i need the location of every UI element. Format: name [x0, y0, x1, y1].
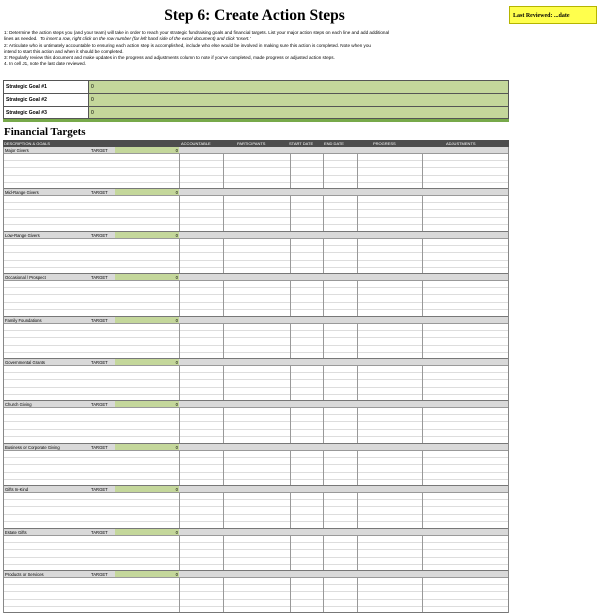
- target-value-cell[interactable]: 0: [115, 147, 179, 153]
- instruction-line: 1: Determine the action steps you (and your team) will take in order to reach your strategic fundraising goals and financial targets. List your major action steps on each line and add additional: [4, 30, 390, 35]
- column-divider: [357, 239, 358, 274]
- column-divider: [422, 578, 423, 613]
- section-name: Low-Range Givers: [5, 232, 40, 238]
- target-value-cell[interactable]: 0: [115, 401, 179, 407]
- target-value-cell[interactable]: 0: [115, 571, 179, 577]
- column-divider: [323, 324, 324, 359]
- strategic-goal-label: Strategic Goal #2: [4, 94, 89, 106]
- column-divider: [323, 536, 324, 571]
- column-divider: [357, 324, 358, 359]
- action-step-rows[interactable]: [4, 324, 508, 359]
- column-divider: [290, 451, 291, 486]
- column-divider: [290, 578, 291, 613]
- section-name: Occasional / Prospect: [5, 275, 46, 281]
- target-section: [3, 529, 509, 571]
- action-step-rows[interactable]: [4, 451, 508, 486]
- column-divider: [290, 154, 291, 189]
- column-divider: [290, 536, 291, 571]
- column-divider: [223, 196, 224, 231]
- column-header-row: [3, 140, 509, 147]
- section-name: Mid-Range Givers: [5, 190, 39, 196]
- section-name: Gifts In-Kind: [5, 487, 29, 493]
- strategic-goal-value[interactable]: 0: [89, 81, 508, 93]
- column-divider: [357, 281, 358, 316]
- section-header: [4, 529, 508, 536]
- column-divider: [223, 536, 224, 571]
- target-section: [3, 444, 509, 486]
- column-divider: [223, 451, 224, 486]
- column-divider: [179, 536, 180, 571]
- column-divider: [290, 281, 291, 316]
- column-divider: [357, 493, 358, 528]
- column-divider: [223, 366, 224, 401]
- strategic-goal-row: [3, 80, 509, 93]
- target-value-cell[interactable]: 0: [115, 444, 179, 450]
- column-divider: [323, 239, 324, 274]
- target-section: [3, 232, 509, 274]
- strategic-goal-label: Strategic Goal #1: [4, 81, 89, 93]
- instruction-line: 2: Articulate who is untimately accountable to ensuring each action step is accomplished, include who else would be involved in making sure this action is completed. Note when you: [4, 42, 371, 48]
- column-divider: [357, 578, 358, 613]
- target-label: TARGET: [91, 487, 108, 493]
- column-divider: [223, 239, 224, 274]
- column-divider: [179, 154, 180, 189]
- last-reviewed-cell[interactable]: Last Reviewed: ...date: [509, 6, 597, 24]
- column-divider: [323, 281, 324, 316]
- column-divider: [357, 366, 358, 401]
- target-value-cell[interactable]: 0: [115, 189, 179, 195]
- column-divider: [223, 154, 224, 189]
- strategic-goal-row: [3, 106, 509, 119]
- target-value-cell[interactable]: 0: [115, 529, 179, 535]
- instructions: [4, 30, 508, 68]
- target-label: TARGET: [91, 148, 108, 153]
- column-header-adjustments: ADJUSTMENTS: [446, 141, 476, 146]
- section-name: Products or Services: [5, 571, 44, 577]
- instruction-text: lines as needed.: [4, 36, 38, 42]
- section-name: Governmental Grants: [5, 359, 46, 365]
- target-label: TARGET: [91, 402, 108, 408]
- instruction-line: 4. In cell J1, note the last date reviewed.: [4, 61, 86, 67]
- column-divider: [357, 536, 358, 571]
- financial-targets-grid: [3, 147, 509, 613]
- page-title: Step 6: Create Action Steps: [164, 7, 345, 24]
- strategic-goals-table: [3, 80, 509, 119]
- target-label: TARGET: [91, 529, 108, 535]
- column-header-progress: PROGRESS: [373, 141, 396, 146]
- action-step-rows[interactable]: [4, 366, 508, 401]
- column-divider: [223, 324, 224, 359]
- section-header: [4, 486, 508, 493]
- column-divider: [323, 493, 324, 528]
- section-name: Church Giving: [5, 402, 32, 408]
- target-section: [3, 274, 509, 316]
- section-name: Major Givers: [5, 148, 29, 153]
- section-header: [4, 359, 508, 366]
- column-divider: [179, 493, 180, 528]
- target-label: TARGET: [91, 359, 108, 365]
- target-value-cell[interactable]: 0: [115, 359, 179, 365]
- strategic-goal-value[interactable]: 0: [89, 107, 508, 118]
- section-header: [4, 317, 508, 324]
- column-divider: [357, 154, 358, 189]
- section-header: [4, 571, 508, 578]
- column-divider: [422, 451, 423, 486]
- column-divider: [422, 408, 423, 443]
- section-header: [4, 189, 508, 196]
- target-section: [3, 401, 509, 443]
- strategic-goal-row: [3, 93, 509, 106]
- column-divider: [179, 366, 180, 401]
- column-divider: [179, 239, 180, 274]
- target-section: [3, 359, 509, 401]
- column-divider: [323, 196, 324, 231]
- column-divider: [422, 154, 423, 189]
- section-header: [4, 147, 508, 154]
- instruction-line: intend to start this action and when it should be completed.: [4, 48, 124, 54]
- column-divider: [323, 408, 324, 443]
- instruction-line: 3: Regularly review this document and make updates in the progress and adjustments column to note if you've completed, made progress or adjusted action steps.: [4, 55, 335, 61]
- column-divider: [290, 493, 291, 528]
- target-label: TARGET: [91, 444, 108, 450]
- column-divider: [357, 408, 358, 443]
- column-header-participants: PARTICIPANTS: [237, 141, 266, 146]
- column-divider: [290, 324, 291, 359]
- column-header-description: DESCRIPTION & GOALS: [4, 141, 51, 146]
- column-divider: [290, 408, 291, 443]
- column-divider: [323, 578, 324, 613]
- target-label: TARGET: [91, 190, 108, 196]
- target-value-cell[interactable]: 0: [115, 317, 179, 323]
- target-section: [3, 571, 509, 613]
- column-divider: [290, 366, 291, 401]
- column-divider: [323, 154, 324, 189]
- column-divider: [357, 196, 358, 231]
- column-divider: [422, 239, 423, 274]
- column-divider: [422, 366, 423, 401]
- target-label: TARGET: [91, 571, 108, 577]
- action-step-rows[interactable]: [4, 493, 508, 528]
- column-divider: [179, 451, 180, 486]
- column-divider: [290, 196, 291, 231]
- target-section: [3, 189, 509, 231]
- column-header-accountable: ACCOUNTABLE: [181, 141, 211, 146]
- action-step-rows[interactable]: [4, 408, 508, 443]
- section-header: [4, 444, 508, 451]
- column-divider: [179, 281, 180, 316]
- target-value-cell[interactable]: 0: [115, 486, 179, 492]
- section-header: [4, 274, 508, 281]
- target-label: TARGET: [91, 232, 108, 238]
- section-name: Business or Corporate Giving: [5, 444, 60, 450]
- financial-targets-title: Financial Targets: [4, 126, 86, 138]
- column-divider: [223, 578, 224, 613]
- column-divider: [422, 281, 423, 316]
- section-name: Family Foundations: [5, 317, 42, 323]
- target-section: [3, 486, 509, 528]
- column-divider: [223, 281, 224, 316]
- action-step-rows[interactable]: [4, 578, 508, 613]
- section-header: [4, 232, 508, 239]
- column-divider: [290, 239, 291, 274]
- target-section: [3, 317, 509, 359]
- section-header: [4, 401, 508, 408]
- target-label: TARGET: [91, 275, 108, 281]
- column-divider: [179, 324, 180, 359]
- divider-bar: [3, 119, 509, 122]
- column-divider: [422, 196, 423, 231]
- section-name: Estate Gifts: [5, 529, 27, 535]
- column-divider: [323, 451, 324, 486]
- column-divider: [179, 196, 180, 231]
- action-step-rows[interactable]: [4, 536, 508, 571]
- target-section: [3, 147, 509, 189]
- instruction-italic: To insert a row, right click on the row number (far left hand side of the excel document) and click 'Insert.': [40, 36, 251, 42]
- target-value-cell[interactable]: 0: [115, 232, 179, 238]
- action-step-rows[interactable]: [4, 239, 508, 274]
- action-step-rows[interactable]: [4, 154, 508, 189]
- target-value-cell[interactable]: 0: [115, 274, 179, 280]
- column-divider: [357, 451, 358, 486]
- column-divider: [422, 324, 423, 359]
- action-step-rows[interactable]: [4, 281, 508, 316]
- column-header-end-date: END DATE: [324, 141, 344, 146]
- column-divider: [323, 366, 324, 401]
- action-step-rows[interactable]: [4, 196, 508, 231]
- column-divider: [179, 408, 180, 443]
- column-divider: [223, 408, 224, 443]
- target-label: TARGET: [91, 317, 108, 323]
- section-bottom-border: [4, 612, 508, 613]
- column-divider: [179, 578, 180, 613]
- strategic-goal-value[interactable]: 0: [89, 94, 508, 106]
- strategic-goal-label: Strategic Goal #3: [4, 107, 89, 118]
- column-divider: [422, 536, 423, 571]
- column-divider: [223, 493, 224, 528]
- column-header-start-date: START DATE: [289, 141, 314, 146]
- column-divider: [422, 493, 423, 528]
